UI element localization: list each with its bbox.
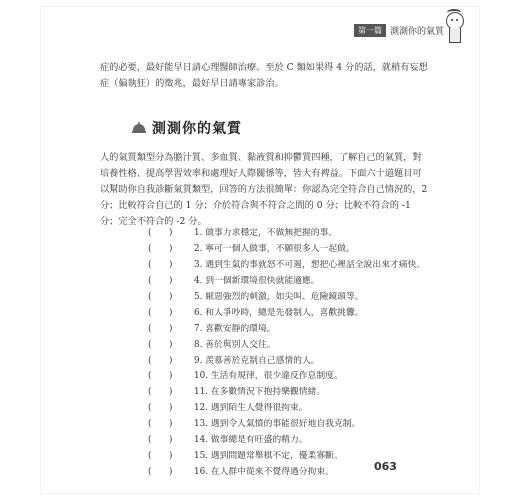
answer-blank: ( ) <box>148 260 173 271</box>
answer-blank: ( ) <box>148 403 173 414</box>
answer-blank: ( ) <box>148 292 173 302</box>
answer-blank: ( ) <box>148 387 173 398</box>
chapter-badge: 第一篇 <box>354 24 386 37</box>
answer-blank: ( ) <box>148 371 173 382</box>
list-item <box>148 415 448 431</box>
answer-blank: ( ) <box>148 435 173 446</box>
answer-blank: ( ) <box>148 450 173 461</box>
question-text: 4. 到一個新環境很快就能適應。 <box>194 276 320 287</box>
list-item <box>148 224 448 240</box>
list-item <box>148 256 448 272</box>
question-text: 5. 厭惡強烈的刺激，如尖叫、危險鏡頭等。 <box>194 292 364 302</box>
list-item <box>148 351 448 367</box>
running-header-title: 測測你的氣質 <box>389 27 444 37</box>
list-item <box>148 431 448 447</box>
answer-blank: ( ) <box>148 339 173 350</box>
question-text: 13. 遇到令人氣憤的事能很好地自我克制。 <box>194 419 361 430</box>
question-text: 15. 遇到問題常舉棋不定，優柔寡斷。 <box>194 450 343 461</box>
question-text: 8. 善於與別人交往。 <box>194 339 276 350</box>
answer-blank: ( ) <box>148 355 173 366</box>
answer-blank: ( ) <box>148 466 173 477</box>
answer-blank: ( ) <box>148 276 173 287</box>
question-list <box>148 224 448 478</box>
question-text: 16. 在人群中從來不覺得過分拘束。 <box>194 466 334 477</box>
answer-blank: ( ) <box>148 228 173 239</box>
answer-blank: ( ) <box>148 244 173 255</box>
list-item <box>148 319 448 335</box>
cartoon-mascot-icon <box>444 12 464 46</box>
list-item <box>148 383 448 399</box>
list-item <box>148 303 448 319</box>
answer-blank: ( ) <box>148 323 173 334</box>
list-item <box>148 462 448 478</box>
question-text: 7. 喜歡安靜的環境。 <box>194 323 276 334</box>
question-text: 6. 和人爭吵時，總是先發制人，喜歡挑釁。 <box>194 307 364 318</box>
question-text: 14. 做事總是有旺盛的精力。 <box>194 435 308 446</box>
running-header <box>354 24 444 37</box>
section-heading <box>132 118 242 138</box>
list-item <box>148 288 448 304</box>
list-item <box>148 335 448 351</box>
question-text: 9. 羨慕善於克制自己感情的人。 <box>194 355 320 366</box>
list-item <box>148 240 448 256</box>
answer-blank: ( ) <box>148 419 173 430</box>
page-number: 063 <box>374 460 397 473</box>
list-item <box>148 367 448 383</box>
list-item <box>148 272 448 288</box>
answer-blank: ( ) <box>148 307 173 318</box>
intro-paragraph: 症的必要，最好能早日請心理醫師治療。至於 C 類如果得 4 分的話，就稍有妄想症（偏執狂）的徵兆，最好早日請專家診治。 <box>100 62 428 89</box>
question-text: 12. 遇到陌生人覺得很拘束。 <box>194 403 308 414</box>
section-body: 人的氣質類型分為膽汁質、多血質、黏液質和抑鬱質四種，了解自己的氣質，對培養性格、提高學習效率和處理好人際關係等，皆大有裨益。下面六十道題目可以幫助你自我診斷氣質類型，回答的方法很簡單：你認為完全符合自己情況的，2 分；比較符合自己的 1 分；介於符合與不符合之間的 0 分；比較不符合的 -1 分；完全不符合的 -2 分。 <box>100 152 428 227</box>
question-text: 10. 生活有規律，很少違反作息制度。 <box>194 371 343 382</box>
question-text: 1. 做事力求穩定，不做無把握的事。 <box>194 228 338 239</box>
bell-icon <box>132 122 146 134</box>
question-text: 2. 寧可一個人做事，不願很多人一起做。 <box>194 244 355 255</box>
list-item <box>148 399 448 415</box>
section-title: 測測你的氣質 <box>152 121 242 137</box>
question-text: 11. 在多數情況下抱持樂觀情緒。 <box>194 387 326 398</box>
question-text: 3. 遇到生氣的事就怒不可遏，想把心裡話全說出來才痛快。 <box>194 260 426 271</box>
list-item <box>148 446 448 462</box>
